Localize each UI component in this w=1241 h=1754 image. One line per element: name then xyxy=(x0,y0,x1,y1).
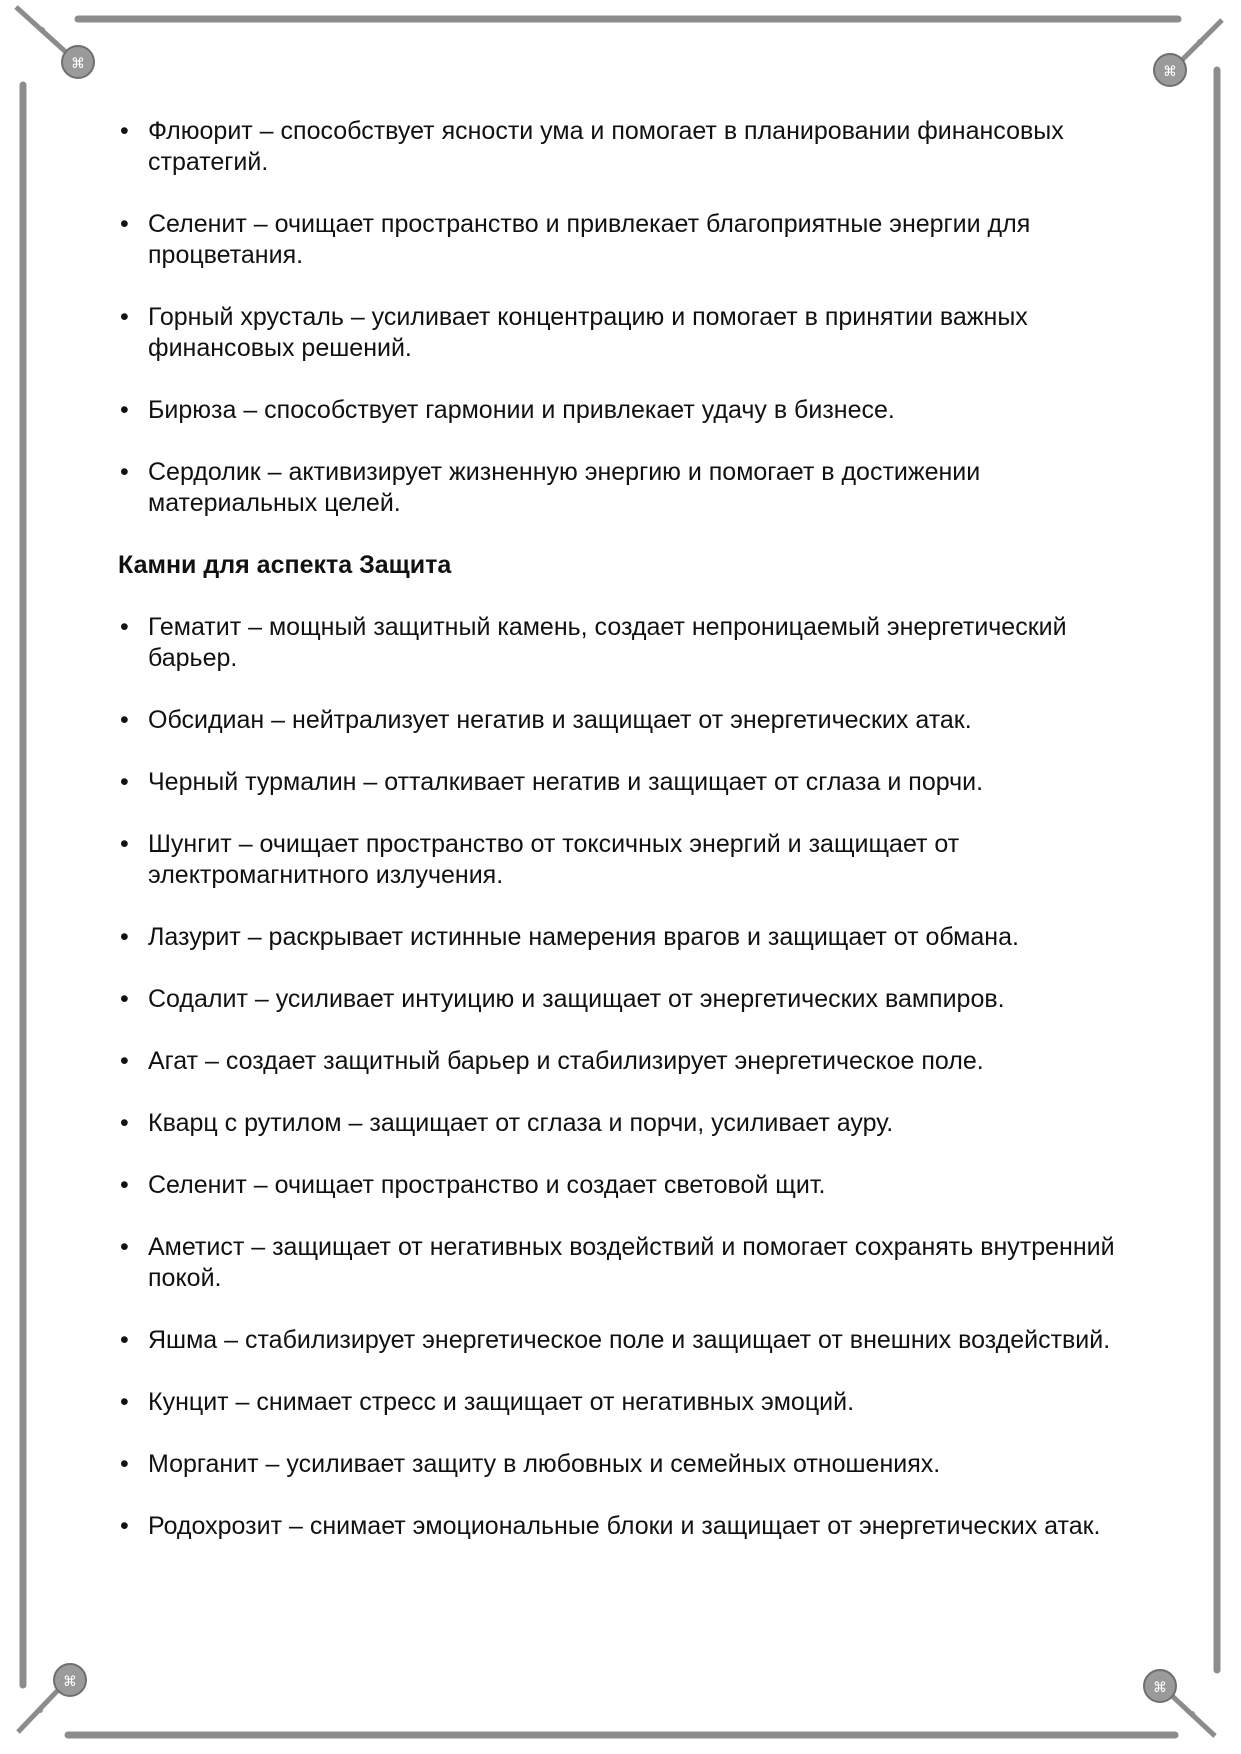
bullet-icon: • xyxy=(120,1388,129,1416)
list-item-text: Селенит – очищает пространство и создает световой щит. xyxy=(148,1171,826,1199)
list-item xyxy=(118,767,1128,798)
list-item-text: Флюорит – способствует ясности ума и помогает в планировании финансовых стратегий. xyxy=(148,117,1064,176)
key-ornament-icon xyxy=(1154,20,1222,86)
bullet-icon: • xyxy=(120,923,129,951)
list-item xyxy=(118,612,1128,674)
list-item xyxy=(118,705,1128,736)
bullet-icon: • xyxy=(120,396,129,424)
bullet-icon: • xyxy=(120,1109,129,1137)
bullet-icon: • xyxy=(120,1512,129,1540)
bullet-icon: • xyxy=(120,210,129,238)
bullet-icon: • xyxy=(120,303,129,331)
list-item xyxy=(118,209,1128,271)
stones-list-protection xyxy=(118,612,1128,1542)
list-item xyxy=(118,984,1128,1015)
page-content xyxy=(118,116,1128,1573)
bullet-icon: • xyxy=(120,458,129,486)
list-item xyxy=(118,1449,1128,1480)
list-item xyxy=(118,116,1128,178)
section-heading: Камни для аспекта Защита xyxy=(118,551,452,579)
list-item-text: Обсидиан – нейтрализует негатив и защищает от энергетических атак. xyxy=(148,706,972,734)
list-item xyxy=(118,457,1128,519)
stones-list-prosperity xyxy=(118,116,1128,519)
bullet-icon: • xyxy=(120,1326,129,1354)
list-item-text: Кунцит – снимает стресс и защищает от негативных эмоций. xyxy=(148,1388,855,1416)
bullet-icon: • xyxy=(120,706,129,734)
list-item xyxy=(118,1046,1128,1077)
list-item-text: Аметист – защищает от негативных воздействий и помогает сохранять внутренний покой. xyxy=(148,1233,1115,1292)
key-ornament-icon xyxy=(1144,1670,1215,1736)
list-item-text: Бирюза – способствует гармонии и привлекает удачу в бизнесе. xyxy=(148,396,895,424)
list-item-text: Черный турмалин – отталкивает негатив и защищает от сглаза и порчи. xyxy=(148,768,984,796)
svg-text:⌘: ⌘ xyxy=(1163,64,1177,80)
list-item-text: Гематит – мощный защитный камень, создает непроницаемый энергетический барьер. xyxy=(148,613,1067,672)
list-item-text: Содалит – усиливает интуицию и защищает от энергетических вампиров. xyxy=(148,985,1005,1013)
list-item xyxy=(118,829,1128,891)
list-item-text: Кварц с рутилом – защищает от сглаза и порчи, усиливает ауру. xyxy=(148,1109,894,1137)
bullet-icon: • xyxy=(120,1171,129,1199)
list-item xyxy=(118,1170,1128,1201)
list-item xyxy=(118,302,1128,364)
bullet-icon: • xyxy=(120,768,129,796)
list-item xyxy=(118,1108,1128,1139)
list-item xyxy=(118,1232,1128,1294)
key-ornament-icon xyxy=(18,1664,86,1732)
list-item-text: Родохрозит – снимает эмоциональные блоки и защищает от энергетических атак. xyxy=(148,1512,1101,1540)
list-item-text: Яшма – стабилизирует энергетическое поле и защищает от внешних воздействий. xyxy=(148,1326,1111,1354)
bullet-icon: • xyxy=(120,830,129,858)
list-item-text: Сердолик – активизирует жизненную энергию и помогает в достижении материальных целей. xyxy=(148,458,981,517)
list-item xyxy=(118,1325,1128,1356)
list-item xyxy=(118,1387,1128,1418)
list-item-text: Лазурит – раскрывает истинные намерения врагов и защищает от обмана. xyxy=(148,923,1019,951)
list-item-text: Агат – создает защитный барьер и стабилизирует энергетическое поле. xyxy=(148,1047,984,1075)
bullet-icon: • xyxy=(120,117,129,145)
bullet-icon: • xyxy=(120,985,129,1013)
svg-text:⌘: ⌘ xyxy=(63,1674,77,1690)
bullet-icon: • xyxy=(120,1047,129,1075)
list-item-text: Селенит – очищает пространство и привлекает благоприятные энергии для процветания. xyxy=(148,210,1031,269)
list-item-text: Шунгит – очищает пространство от токсичных энергий и защищает от электромагнитного излучения. xyxy=(148,830,960,889)
list-item xyxy=(118,1511,1128,1542)
bullet-icon: • xyxy=(120,1450,129,1478)
list-item xyxy=(118,395,1128,426)
list-item-text: Морганит – усиливает защиту в любовных и семейных отношениях. xyxy=(148,1450,941,1478)
svg-text:⌘: ⌘ xyxy=(1153,1680,1167,1696)
list-item-text: Горный хрусталь – усиливает концентрацию и помогает в принятии важных финансовых решений. xyxy=(148,303,1028,362)
bullet-icon: • xyxy=(120,1233,129,1261)
svg-text:⌘: ⌘ xyxy=(71,56,85,72)
list-item xyxy=(118,922,1128,953)
bullet-icon: • xyxy=(120,613,129,641)
